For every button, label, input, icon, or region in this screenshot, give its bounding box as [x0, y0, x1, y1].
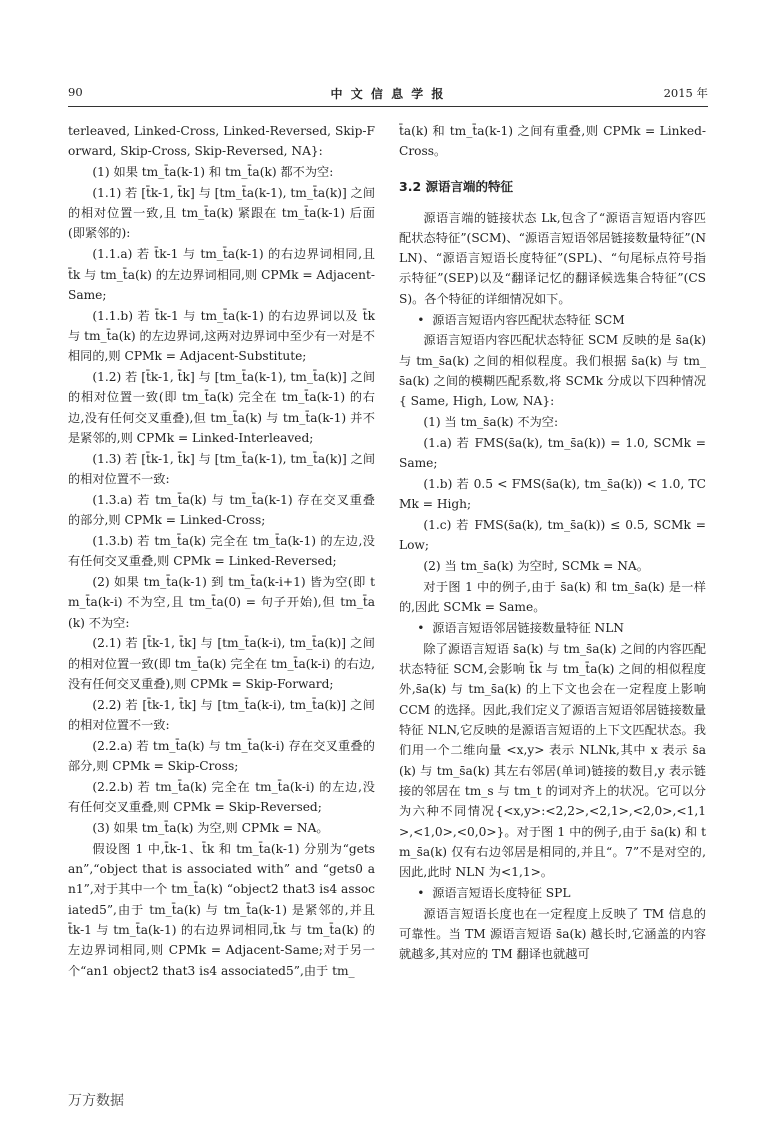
paragraph: 对于图 1 中的例子,由于 s̄a(k) 和 tm_s̄a(k) 是一样的,因此 SCMk = Same。 — [399, 579, 706, 615]
paragraph: (2.1) 若 [t̄k-1, t̄k] 与 [tm_t̄a(k-i), tm_t̄a(k)] 之间的相对位置一致(即 tm_t̄a(k) 完全在 tm_t̄a(k-i) 的右边,没有任何交叉重叠),则 CPMk = Skip-Forward; — [68, 636, 375, 692]
paragraph: (1.c) 若 FMS(s̄a(k), tm_s̄a(k)) ≤ 0.5, SCMk = Low; — [399, 518, 710, 553]
paragraph: (2) 当 tm_s̄a(k) 为空时, SCMk = NA。 — [423, 559, 649, 574]
paragraph: (1.3) 若 [t̄k-1, t̄k] 与 [tm_t̄a(k-1), tm_t̄a(k)] 之间的相对位置不一致: — [68, 451, 376, 487]
journal-title: 中 文 信 息 学 报 — [330, 87, 446, 101]
paragraph: (1) 如果 tm_t̄a(k-1) 和 tm_t̄a(k) 都不为空: — [92, 165, 334, 180]
paragraph: 假设图 1 中,t̄k-1、t̄k 和 tm_t̄a(k-1) 分别为“gets an”,“object that is associated with” and “gets0 an1”,对于其中一个 tm_t̄a(k) “object2 that3 is4 associated5”,由于 tm_t̄a(k) 与 tm_t̄a(k-1) 是紧邻的,并且 t̄k-1 与 tm_t̄a(k-1) 的右边界词相同,t̄k 与 tm_t̄a(k) 的左边界词相同,则 CPMk = Adjacent-Same;对于另一个“an1 object2 that3 is4 associated5”,由于 tm_ — [68, 841, 379, 978]
paragraph: 源语言短语内容匹配状态特征 SCM 反映的是 s̄a(k) 与 tm_s̄a(k) 之间的相似程度。我们根据 s̄a(k) 与 tm_s̄a(k) 之间的模糊匹配系数,将 SCMk 分成以下四种情况{ Same, High, Low, NA}: — [399, 333, 710, 409]
paragraph: (1.1.a) 若 t̄k-1 与 tm_t̄a(k-1) 的右边界词相同,且 t̄k 与 tm_t̄a(k) 的左边界词相同,则 CPMk = Adjacent-Same; — [68, 247, 379, 302]
paragraph: 除了源语言短语 s̄a(k) 与 tm_s̄a(k) 之间的内容匹配状态特征 SCM,会影响 t̄k 与 tm_t̄a(k) 之间的相似程度外,s̄a(k) 与 tm_s̄a(k) 的上下文也会在一定程度上影响 CCM 的选择。因此,我们定义了源语言短语邻居链接数量特征 NLN,它反映的是源语言短语的上下文匹配状态。我们用一个二维向量 <x,y> 表示 NLNk,其中 x 表示 s̄a(k) 与 tm_s̄a(k) 其左右邻居(单词)链接的数目,y 表示链接的邻居在 tm_s 与 tm_t 的词对齐上的状况。它可以分为六种不同情况{<x,y>:<2,2>,<2,1>,<2,0>,<1,1>,<1,0>,<0,0>}。对于图 1 中的例子,由于 s̄a(k) 和 tm_s̄a(k) 仅有右边邻居是相同的,并且“。7”不是对空的,因此,此时 NLN 为<1,1>。 — [399, 641, 710, 880]
paragraph: (1.1.b) 若 t̄k-1 与 tm_t̄a(k-1) 的右边界词以及 t̄k 与 tm_t̄a(k) 的左边界词,这两对边界词中至少有一对是不相同的,则 CPMk = Adjacent-Substitute; — [68, 308, 379, 364]
right-column-continuation — [399, 121, 706, 162]
paragraph: (1.3.a) 若 tm_t̄a(k) 与 tm_t̄a(k-1) 存在交叉重叠的部分,则 CPMk = Linked-Cross; — [68, 492, 375, 528]
issue-year: 2015 年 — [663, 86, 708, 100]
section-heading: 3.2 源语言端的特征 — [399, 178, 513, 194]
paragraph: (1.a) 若 FMS(s̄a(k), tm_s̄a(k)) = 1.0, SCMk = Same; — [399, 435, 710, 471]
paragraph: (2) 如果 tm_t̄a(k-1) 到 tm_t̄a(k-i+1) 皆为空(即 tm_t̄a(k-i) 不为空,且 tm_t̄a(0) = 句子开始),但 tm_t̄a(k) 不为空: — [68, 575, 375, 630]
running-header — [68, 85, 708, 107]
paragraph: (2.2) 若 [t̄k-1, t̄k] 与 [tm_t̄a(k-i), tm_t̄a(k)] 之间的相对位置不一致: — [68, 697, 375, 733]
paragraph: 源语言端的链接状态 Lk,包含了“源语言短语内容匹配状态特征”(SCM)、“源语言短语邻居链接数量特征”(NLN)、“源语言短语长度特征”(SPL)、“句尾标点符号指示特征”(SEP)以及“翻译记忆的翻译候选集合特征”(CSS)。各个特征的详细情况如下。 — [399, 210, 706, 306]
paragraph: (1.3.b) 若 tm_t̄a(k) 完全在 tm_t̄a(k-1) 的左边,没有任何交叉重叠,则 CPMk = Linked-Reversed; — [68, 533, 375, 569]
paragraph: • 源语言短语长度特征 SPL — [417, 885, 571, 900]
left-column — [68, 121, 379, 981]
paragraph: (1.2) 若 [t̄k-1, t̄k] 与 [tm_t̄a(k-1), tm_t̄a(k)] 之间的相对位置一致(即 tm_t̄a(k) 完全在 tm_t̄a(k-1) 的右边,没有任何交叉重叠),但 tm_t̄a(k) 与 tm_t̄a(k-1) 并不是紧邻的,则 CPMk = Linked-Interleaved; — [68, 370, 376, 445]
paragraph: (3) 如果 tm_t̄a(k) 为空,则 CPMk = NA。 — [92, 821, 329, 836]
watermark-text: 万方数据 — [68, 1093, 124, 1109]
paragraph: (1.b) 若 0.5 < FMS(s̄a(k), tm_s̄a(k)) < 1.0, TCMk = High; — [399, 476, 706, 512]
paragraph: • 源语言短语内容匹配状态特征 SCM — [417, 312, 625, 327]
right-column — [399, 121, 710, 965]
paragraph: (2.2.b) 若 tm_t̄a(k) 完全在 tm_t̄a(k-i) 的左边,没有任何交叉重叠,则 CPMk = Skip-Reversed; — [68, 780, 375, 815]
page-number: 90 — [68, 85, 83, 99]
paragraph: (1.1) 若 [t̄k-1, t̄k] 与 [tm_t̄a(k-1), tm_t̄a(k)] 之间的相对位置一致,且 tm_t̄a(k) 紧跟在 tm_t̄a(k-1) 后面(即紧邻的): — [68, 185, 376, 241]
paragraph: t̄a(k) 和 tm_t̄a(k-1) 之间有重叠,则 CPMk = Linked-Cross。 — [399, 124, 706, 159]
paragraph: (2.2.a) 若 tm_t̄a(k) 与 tm_t̄a(k-i) 存在交叉重叠的部分,则 CPMk = Skip-Cross; — [68, 738, 375, 774]
right-column-body — [399, 208, 710, 965]
paragraph: • 源语言短语邻居链接数量特征 NLN — [417, 621, 624, 636]
header-rule — [68, 106, 708, 107]
paragraph: 源语言短语长度也在一定程度上反映了 TM 信息的可靠性。当 TM 源语言短语 s̄a(k) 越长时,它涵盖的内容就越多,其对应的 TM 翻译也就越可 — [399, 906, 706, 962]
paragraph: terleaved, Linked-Cross, Linked-Reversed, Skip-Forward, Skip-Cross, Skip-Reversed, NA}: — [68, 124, 375, 159]
paragraph: (1) 当 tm_s̄a(k) 不为空: — [423, 415, 559, 430]
